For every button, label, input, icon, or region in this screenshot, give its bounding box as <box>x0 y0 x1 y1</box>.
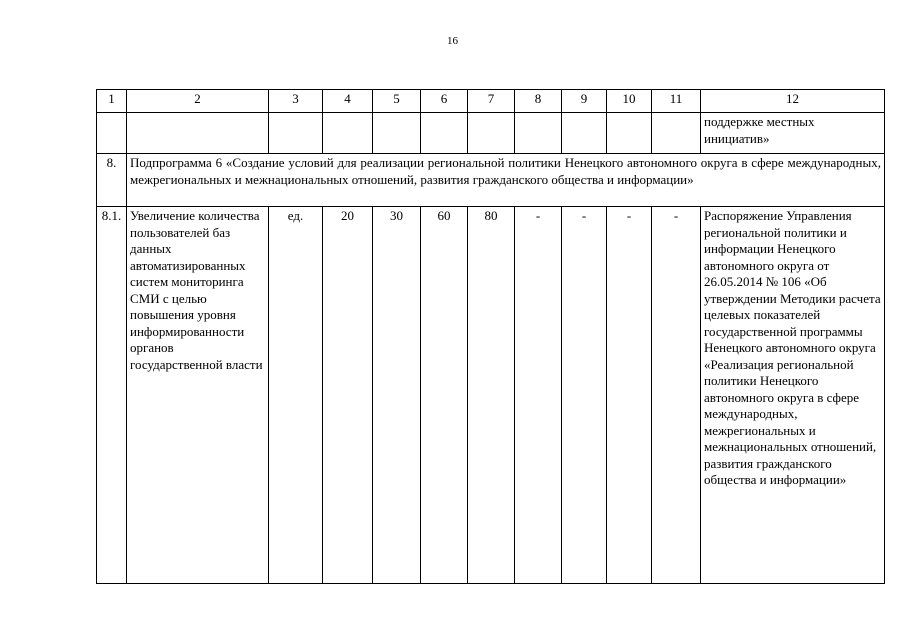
header-row <box>97 90 885 113</box>
header-cell: 7 <box>468 90 515 113</box>
header-cell: 3 <box>269 90 323 113</box>
header-cell: 4 <box>323 90 373 113</box>
section-row <box>97 154 885 207</box>
value-cell: - <box>652 207 701 584</box>
empty-cell <box>127 113 269 154</box>
empty-cell <box>652 113 701 154</box>
empty-cell <box>269 113 323 154</box>
empty-cell <box>607 113 652 154</box>
empty-cell <box>323 113 373 154</box>
empty-cell <box>562 113 607 154</box>
unit-cell: ед. <box>269 207 323 584</box>
row-number: 8.1. <box>97 207 127 584</box>
header-cell: 2 <box>127 90 269 113</box>
page-number: 16 <box>447 35 458 47</box>
indicator-name: Увеличение количества пользователей баз данных автоматизированных систем мониторинга СМИ с целью повышения уровня информированности органов государственной власти <box>127 207 269 584</box>
empty-cell <box>373 113 421 154</box>
header-cell: 9 <box>562 90 607 113</box>
value-cell: 30 <box>373 207 421 584</box>
header-cell: 11 <box>652 90 701 113</box>
program-table <box>96 89 885 584</box>
section-number: 8. <box>97 154 127 207</box>
header-cell: 8 <box>515 90 562 113</box>
header-cell: 5 <box>373 90 421 113</box>
continuation-text: поддержке местных инициатив» <box>701 113 885 154</box>
header-cell: 1 <box>97 90 127 113</box>
value-cell: - <box>562 207 607 584</box>
empty-cell <box>515 113 562 154</box>
empty-cell <box>97 113 127 154</box>
indicator-row <box>97 207 885 584</box>
value-cell: 20 <box>323 207 373 584</box>
value-cell: - <box>607 207 652 584</box>
empty-cell <box>468 113 515 154</box>
header-cell: 10 <box>607 90 652 113</box>
header-cell: 12 <box>701 90 885 113</box>
section-title: Подпрограмма 6 «Создание условий для реализации региональной политики Ненецкого автономного округа в сфере международных, межрегиональных и межнациональных отношений, развития гражданского общества и информации» <box>127 154 885 207</box>
value-cell: 80 <box>468 207 515 584</box>
continuation-row <box>97 113 885 154</box>
source-document: Распоряжение Управления региональной политики и информации Ненецкого автономного округа от 26.05.2014 № 106 «Об утверждении Методики расчета целевых показателей государственной программы Ненецкого автономного округа «Реализация региональной политики Ненецкого автономного округа в сфере международных, межрегиональных и межнациональных отношений, развития гражданского общества и информации» <box>701 207 885 584</box>
empty-cell <box>421 113 468 154</box>
header-cell: 6 <box>421 90 468 113</box>
value-cell: 60 <box>421 207 468 584</box>
value-cell: - <box>515 207 562 584</box>
